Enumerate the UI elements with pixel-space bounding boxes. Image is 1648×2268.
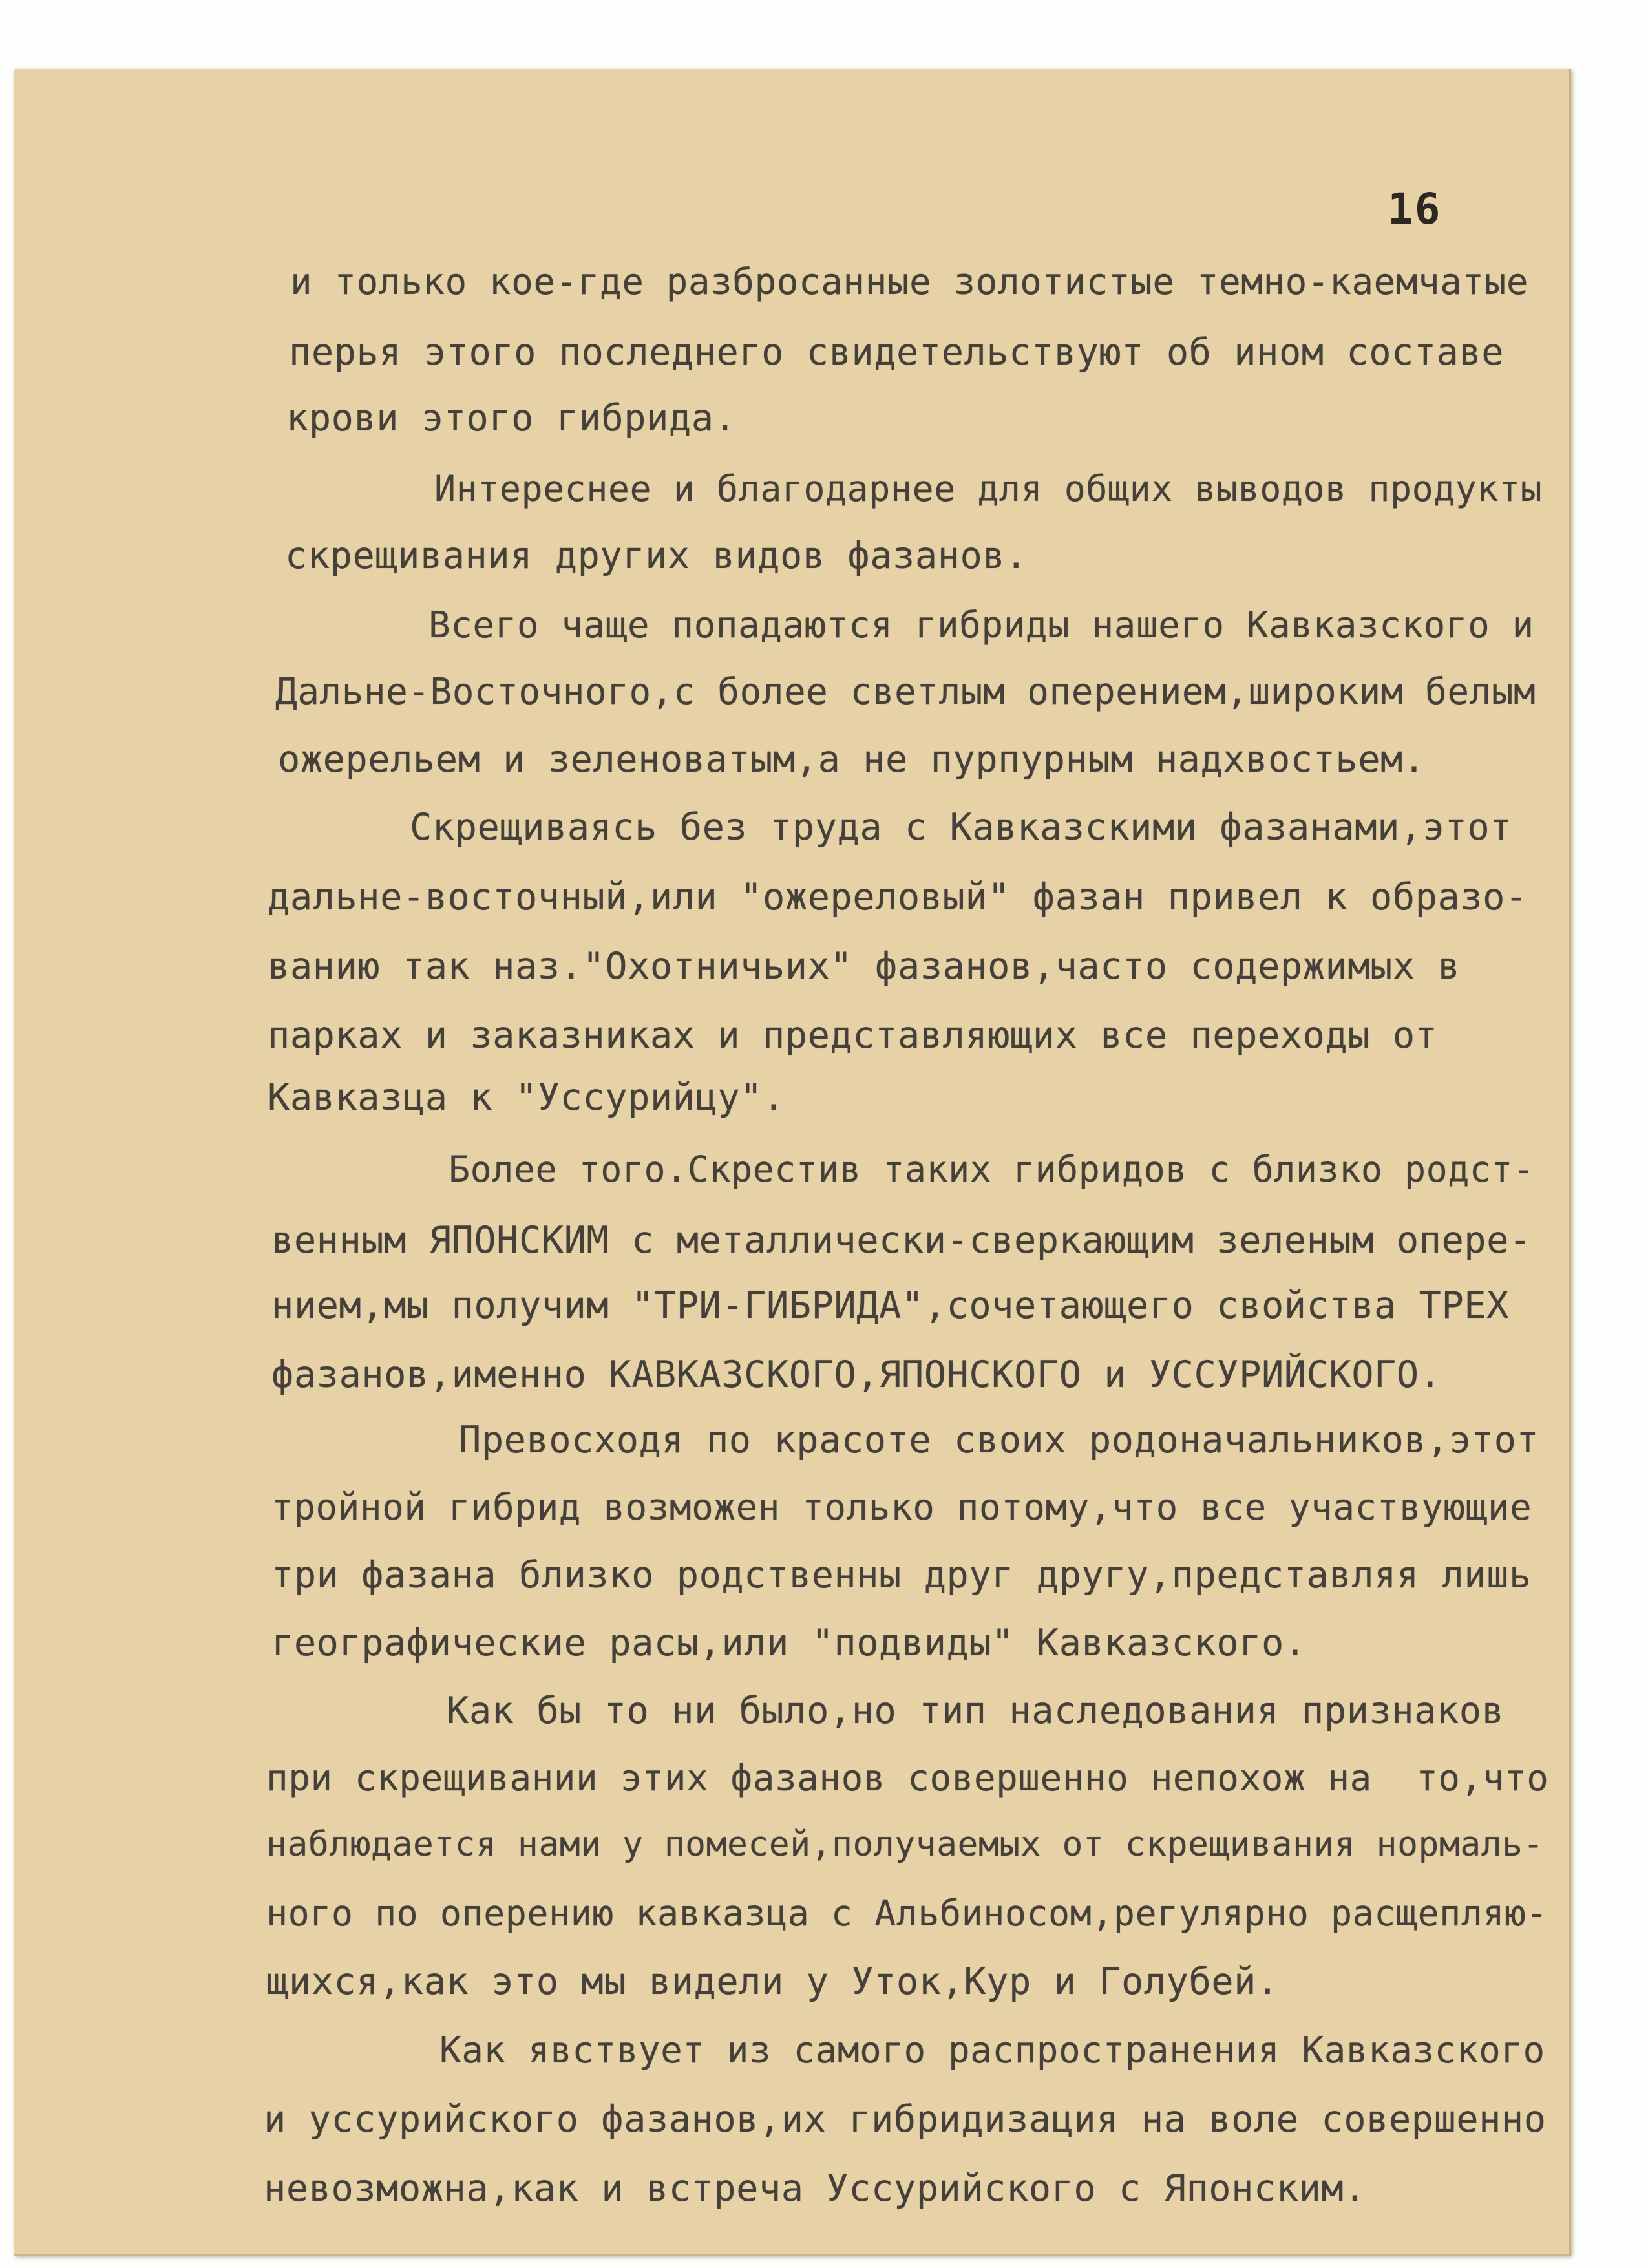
text-line-26: щихся,как это мы видели у Уток,Кур и Голубей. bbox=[266, 1960, 1279, 2003]
document-page bbox=[14, 69, 1571, 2256]
text-line-10: дальне-восточный,или "ожереловый" фазан привел к образо- bbox=[268, 876, 1528, 918]
text-line-27: Как явствует из самого распространения Кавказского bbox=[439, 2030, 1545, 2072]
text-line-9: Скрещиваясь без труда с Кавказскими фазанами,этот bbox=[410, 806, 1513, 849]
text-line-11: ванию так наз."Охотничьих" фазанов,часто содержимых в bbox=[268, 945, 1461, 988]
text-line-20: три фазана близко родственны друг другу,представляя лишь bbox=[271, 1554, 1532, 1596]
text-line-24: наблюдается нами у помесей,получаемых от скрещивания нормаль- bbox=[266, 1825, 1544, 1864]
text-line-25: ного по оперению кавказца с Альбиносом,регулярно расщепляю- bbox=[266, 1892, 1548, 1934]
text-line-1: и только кое-где разбросанные золотистые темно-каемчатые bbox=[290, 261, 1529, 303]
text-line-5: скрещивания других видов фазанов. bbox=[285, 535, 1028, 577]
text-line-7: Дальне-Восточного,с более светлым оперением,широким белым bbox=[275, 671, 1536, 713]
text-line-19: тройной гибрид возможен только потому,что все участвующие bbox=[271, 1487, 1532, 1529]
text-line-13: Кавказца к "Уссурийцу". bbox=[268, 1076, 785, 1119]
text-line-2: перья этого последнего свидетельствуют об ином составе bbox=[289, 331, 1505, 374]
text-line-22: Как бы то ни было,но тип наследования признаков bbox=[447, 1690, 1505, 1732]
text-line-29: невозможна,как и встреча Уссурийского с Японским. bbox=[264, 2167, 1367, 2210]
text-line-21: географические расы,или "подвиды" Кавказского. bbox=[271, 1622, 1307, 1664]
text-line-28: и уссурийского фазанов,их гибридизация на воле совершенно bbox=[264, 2098, 1547, 2141]
text-line-17: фазанов,именно КАВКАЗСКОГО,ЯПОНСКОГО и УССУРИЙСКОГО. bbox=[271, 1353, 1442, 1396]
text-line-3: крови этого гибрида. bbox=[286, 397, 737, 440]
text-line-8: ожерельем и зеленоватым,а не пурпурным надхвостьем. bbox=[278, 738, 1426, 781]
text-line-23: при скрещивании этих фазанов совершенно непохож на то,что bbox=[266, 1757, 1549, 1799]
text-line-14: Более того.Скрестив таких гибридов с близко родст- bbox=[449, 1149, 1535, 1190]
text-line-18: Превосходя по красоте своих родоначальников,этот bbox=[459, 1419, 1539, 1461]
text-line-6: Всего чаще попадаются гибриды нашего Кавказского и bbox=[428, 604, 1534, 646]
page-number: 16 bbox=[1388, 184, 1442, 234]
text-line-12: парках и заказниках и представляющих все переходы от bbox=[268, 1014, 1438, 1057]
text-line-16: нием,мы получим "ТРИ-ГИБРИДА",сочетающего свойства ТРЕХ bbox=[271, 1284, 1509, 1327]
text-line-15: венным ЯПОНСКИМ с металлически-сверкающим зеленым опере- bbox=[271, 1219, 1532, 1262]
text-line-4: Интереснее и благодарнее для общих выводов продукты bbox=[434, 468, 1543, 509]
